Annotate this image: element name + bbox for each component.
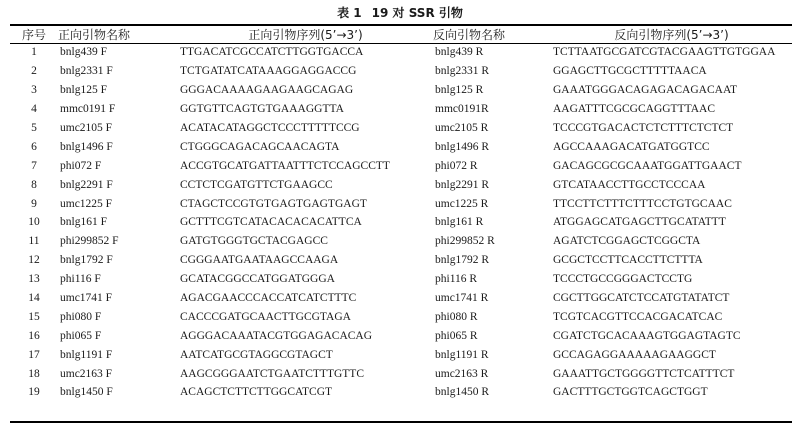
cell-forward-name: bnlg2331 F	[60, 65, 113, 78]
cell-forward-sequence: TTGACATCGCCATCTTGGTGACCA	[180, 46, 364, 59]
cell-reverse-name: bnlg2291 R	[435, 178, 489, 191]
cell-index: 9	[31, 197, 37, 210]
cell-reverse-sequence: GCCAGAGGAAAAAGAAGGCT	[553, 348, 716, 361]
cell-forward-sequence: ACCGTGCATGATTAATTTCTCCAGCCTT	[180, 159, 390, 172]
cell-index: 5	[31, 122, 37, 134]
cell-reverse-name: phi299852 R	[435, 235, 495, 248]
cell-reverse-name: bnlg1496 R	[435, 140, 489, 153]
cell-forward-name: bnlg125 F	[60, 84, 107, 97]
table-row	[10, 43, 792, 62]
cell-reverse-name: phi080 R	[435, 310, 478, 323]
table-row	[10, 307, 792, 326]
table-row	[10, 364, 792, 383]
cell-index: 18	[28, 367, 40, 380]
cell-reverse-sequence: GACAGCGCGCAAATGGATTGAACT	[553, 159, 742, 172]
header-forward-name: 正向引物名称	[58, 27, 131, 42]
table-row	[10, 270, 792, 289]
cell-forward-sequence: AATCATGCGTAGGCGTAGCT	[180, 348, 333, 361]
cell-forward-name: bnlg1792 F	[60, 254, 113, 267]
cell-index: 11	[28, 235, 40, 248]
table-number: 表 1	[337, 6, 362, 20]
header-index: 序号	[21, 27, 46, 42]
cell-index: 3	[31, 84, 37, 97]
cell-index: 16	[28, 329, 40, 342]
header-row	[10, 25, 792, 43]
cell-reverse-name: mmc0191R	[435, 103, 489, 116]
cell-index: 17	[28, 348, 40, 361]
cell-forward-sequence: ACAGCTCTTCTTGGCATCGT	[180, 386, 333, 399]
cell-forward-name: bnlg2291 F	[60, 178, 113, 191]
table-row	[10, 213, 792, 232]
header-reverse-name: 反向引物名称	[433, 27, 506, 42]
cell-reverse-name: umc1225 R	[435, 197, 489, 210]
cell-reverse-sequence: ATGGAGCATGAGCTTGCATATTT	[553, 216, 726, 229]
cell-index: 6	[31, 140, 37, 153]
cell-reverse-name: bnlg1792 R	[435, 254, 489, 267]
header-forward-sequence: 正向引物序列(5’→3’)	[248, 27, 363, 42]
cell-reverse-sequence: GGAGCTTGCGCTTTTTAACA	[553, 65, 707, 78]
cell-index: 13	[28, 273, 40, 286]
cell-forward-sequence: CGGGAATGAATAAGCCAAGA	[180, 254, 339, 267]
cell-reverse-sequence: GTCATAACCTTGCCTCCCAA	[553, 178, 706, 191]
cell-forward-sequence: GCATACGGCCATGGATGGGA	[180, 273, 335, 286]
cell-forward-sequence: CACCCGATGCAACTTGCGTAGA	[180, 310, 351, 323]
bottom-rule	[10, 421, 792, 423]
table-row	[10, 100, 792, 119]
table-row	[10, 156, 792, 175]
cell-index: 15	[28, 310, 40, 323]
cell-forward-name: bnlg1450 F	[60, 386, 113, 399]
cell-reverse-name: bnlg125 R	[435, 84, 484, 97]
cell-reverse-name: bnlg1450 R	[435, 386, 489, 399]
cell-forward-name: phi116 F	[60, 273, 101, 286]
cell-reverse-sequence: CGATCTGCACAAAGTGGAGTAGTC	[553, 329, 741, 342]
cell-forward-sequence: AAGCGGGAATCTGAATCTTTGTTC	[180, 367, 364, 380]
cell-reverse-name: umc2163 R	[435, 367, 489, 380]
cell-forward-sequence: ACATACATAGGCTCCCTTTTTCCG	[180, 122, 360, 134]
table-row	[10, 81, 792, 100]
cell-forward-sequence: GGTGTTCAGTGTGAAAGGTTA	[180, 103, 344, 116]
cell-index: 10	[28, 216, 40, 229]
cell-forward-name: umc2163 F	[60, 367, 113, 380]
cell-forward-name: phi299852 F	[60, 235, 119, 248]
cell-forward-name: mmc0191 F	[60, 103, 116, 116]
table-row	[10, 345, 792, 364]
table-row	[10, 289, 792, 308]
cell-reverse-sequence: AGATCTCGGAGCTCGGCTA	[553, 235, 701, 248]
cell-forward-name: bnlg439 F	[60, 46, 107, 59]
cell-reverse-name: phi116 R	[435, 273, 478, 286]
cell-reverse-name: umc2105 R	[435, 122, 489, 134]
cell-forward-sequence: TCTGATATCATAAAGGAGGACCG	[180, 65, 357, 78]
table-row	[10, 383, 792, 402]
cell-reverse-sequence: TCGTCACGTTCCACGACATCAC	[553, 310, 723, 323]
cell-reverse-sequence: TCTTAATGCGATCGTACGAAGTTGTGGAA	[553, 46, 776, 59]
table-row	[10, 119, 792, 138]
cell-reverse-sequence: GCGCTCCTTCACCTTCTTTA	[553, 254, 703, 267]
cell-index: 4	[31, 103, 37, 116]
cell-forward-name: phi080 F	[60, 310, 102, 323]
cell-index: 19	[28, 386, 40, 399]
cell-reverse-name: bnlg161 R	[435, 216, 484, 229]
cell-forward-name: bnlg1191 F	[60, 348, 113, 361]
cell-forward-sequence: GATGTGGGTGCTACGAGCC	[180, 235, 328, 248]
cell-reverse-sequence: GACTTTGCTGGTCAGCTGGT	[553, 386, 708, 399]
cell-reverse-sequence: CGCTTGGCATCTCCATGTATATCT	[553, 292, 730, 305]
cell-forward-name: bnlg1496 F	[60, 140, 113, 153]
table-row	[10, 137, 792, 156]
cell-reverse-sequence: TTCCTTCTTTCTTTCCTGTGCAAC	[553, 197, 732, 210]
cell-reverse-name: bnlg2331 R	[435, 65, 489, 78]
cell-index: 2	[31, 65, 37, 78]
cell-reverse-sequence: AAGATTTCGCGCAGGTTTAAC	[553, 103, 715, 116]
cell-forward-sequence: AGACGAACCCACCATCATCTTTC	[180, 292, 357, 305]
cell-forward-name: phi072 F	[60, 159, 102, 172]
cell-index: 14	[28, 292, 40, 305]
table-row	[10, 232, 792, 251]
cell-forward-name: phi065 F	[60, 329, 102, 342]
header-reverse-sequence: 反向引物序列(5’→3’)	[614, 27, 729, 42]
cell-forward-sequence: GCTTTCGTCATACACACACATTCA	[180, 216, 362, 229]
cell-reverse-sequence: TCCCTGCCGGGACTCCTG	[553, 273, 693, 286]
table-row	[10, 326, 792, 345]
table-row	[10, 194, 792, 213]
cell-forward-sequence: CTAGCTCCGTGTGAGTGAGTGAGT	[180, 197, 367, 210]
cell-forward-name: umc1741 F	[60, 292, 113, 305]
cell-index: 1	[31, 46, 37, 59]
cell-forward-sequence: GGGACAAAAGAAGAAGCAGAG	[180, 84, 354, 97]
cell-forward-sequence: AGGGACAAATACGTGGAGACACAG	[180, 329, 373, 342]
table-caption	[0, 4, 800, 21]
table-title: 19 对 SSR 引物	[371, 6, 463, 20]
cell-reverse-sequence: GAAATGGGACAGAGACAGACAAT	[553, 84, 737, 97]
table-row	[10, 62, 792, 81]
cell-reverse-sequence: AGCCAAAGACATGATGGTCC	[553, 140, 710, 153]
cell-forward-name: umc2105 F	[60, 122, 113, 134]
cell-forward-name: umc1225 F	[60, 197, 113, 210]
table-row	[10, 175, 792, 194]
cell-reverse-sequence: GAAATTGCTGGGGTTCTCATTTCT	[553, 367, 735, 380]
cell-reverse-name: phi072 R	[435, 159, 478, 172]
cell-reverse-name: bnlg439 R	[435, 46, 484, 59]
cell-forward-sequence: CTGGGCAGACAGCAACAGTA	[180, 140, 340, 153]
cell-forward-sequence: CCTCTCGATGTTCTGAAGCC	[180, 178, 333, 191]
cell-forward-name: bnlg161 F	[60, 216, 107, 229]
cell-reverse-name: bnlg1191 R	[435, 348, 489, 361]
cell-index: 7	[31, 159, 37, 172]
cell-index: 8	[31, 178, 37, 191]
primer-table	[10, 25, 792, 402]
cell-index: 12	[28, 254, 40, 267]
table-row	[10, 251, 792, 270]
cell-reverse-sequence: TCCCGTGACACTCTCTTTCTCTCT	[553, 122, 734, 134]
cell-reverse-name: umc1741 R	[435, 292, 489, 305]
cell-reverse-name: phi065 R	[435, 329, 478, 342]
